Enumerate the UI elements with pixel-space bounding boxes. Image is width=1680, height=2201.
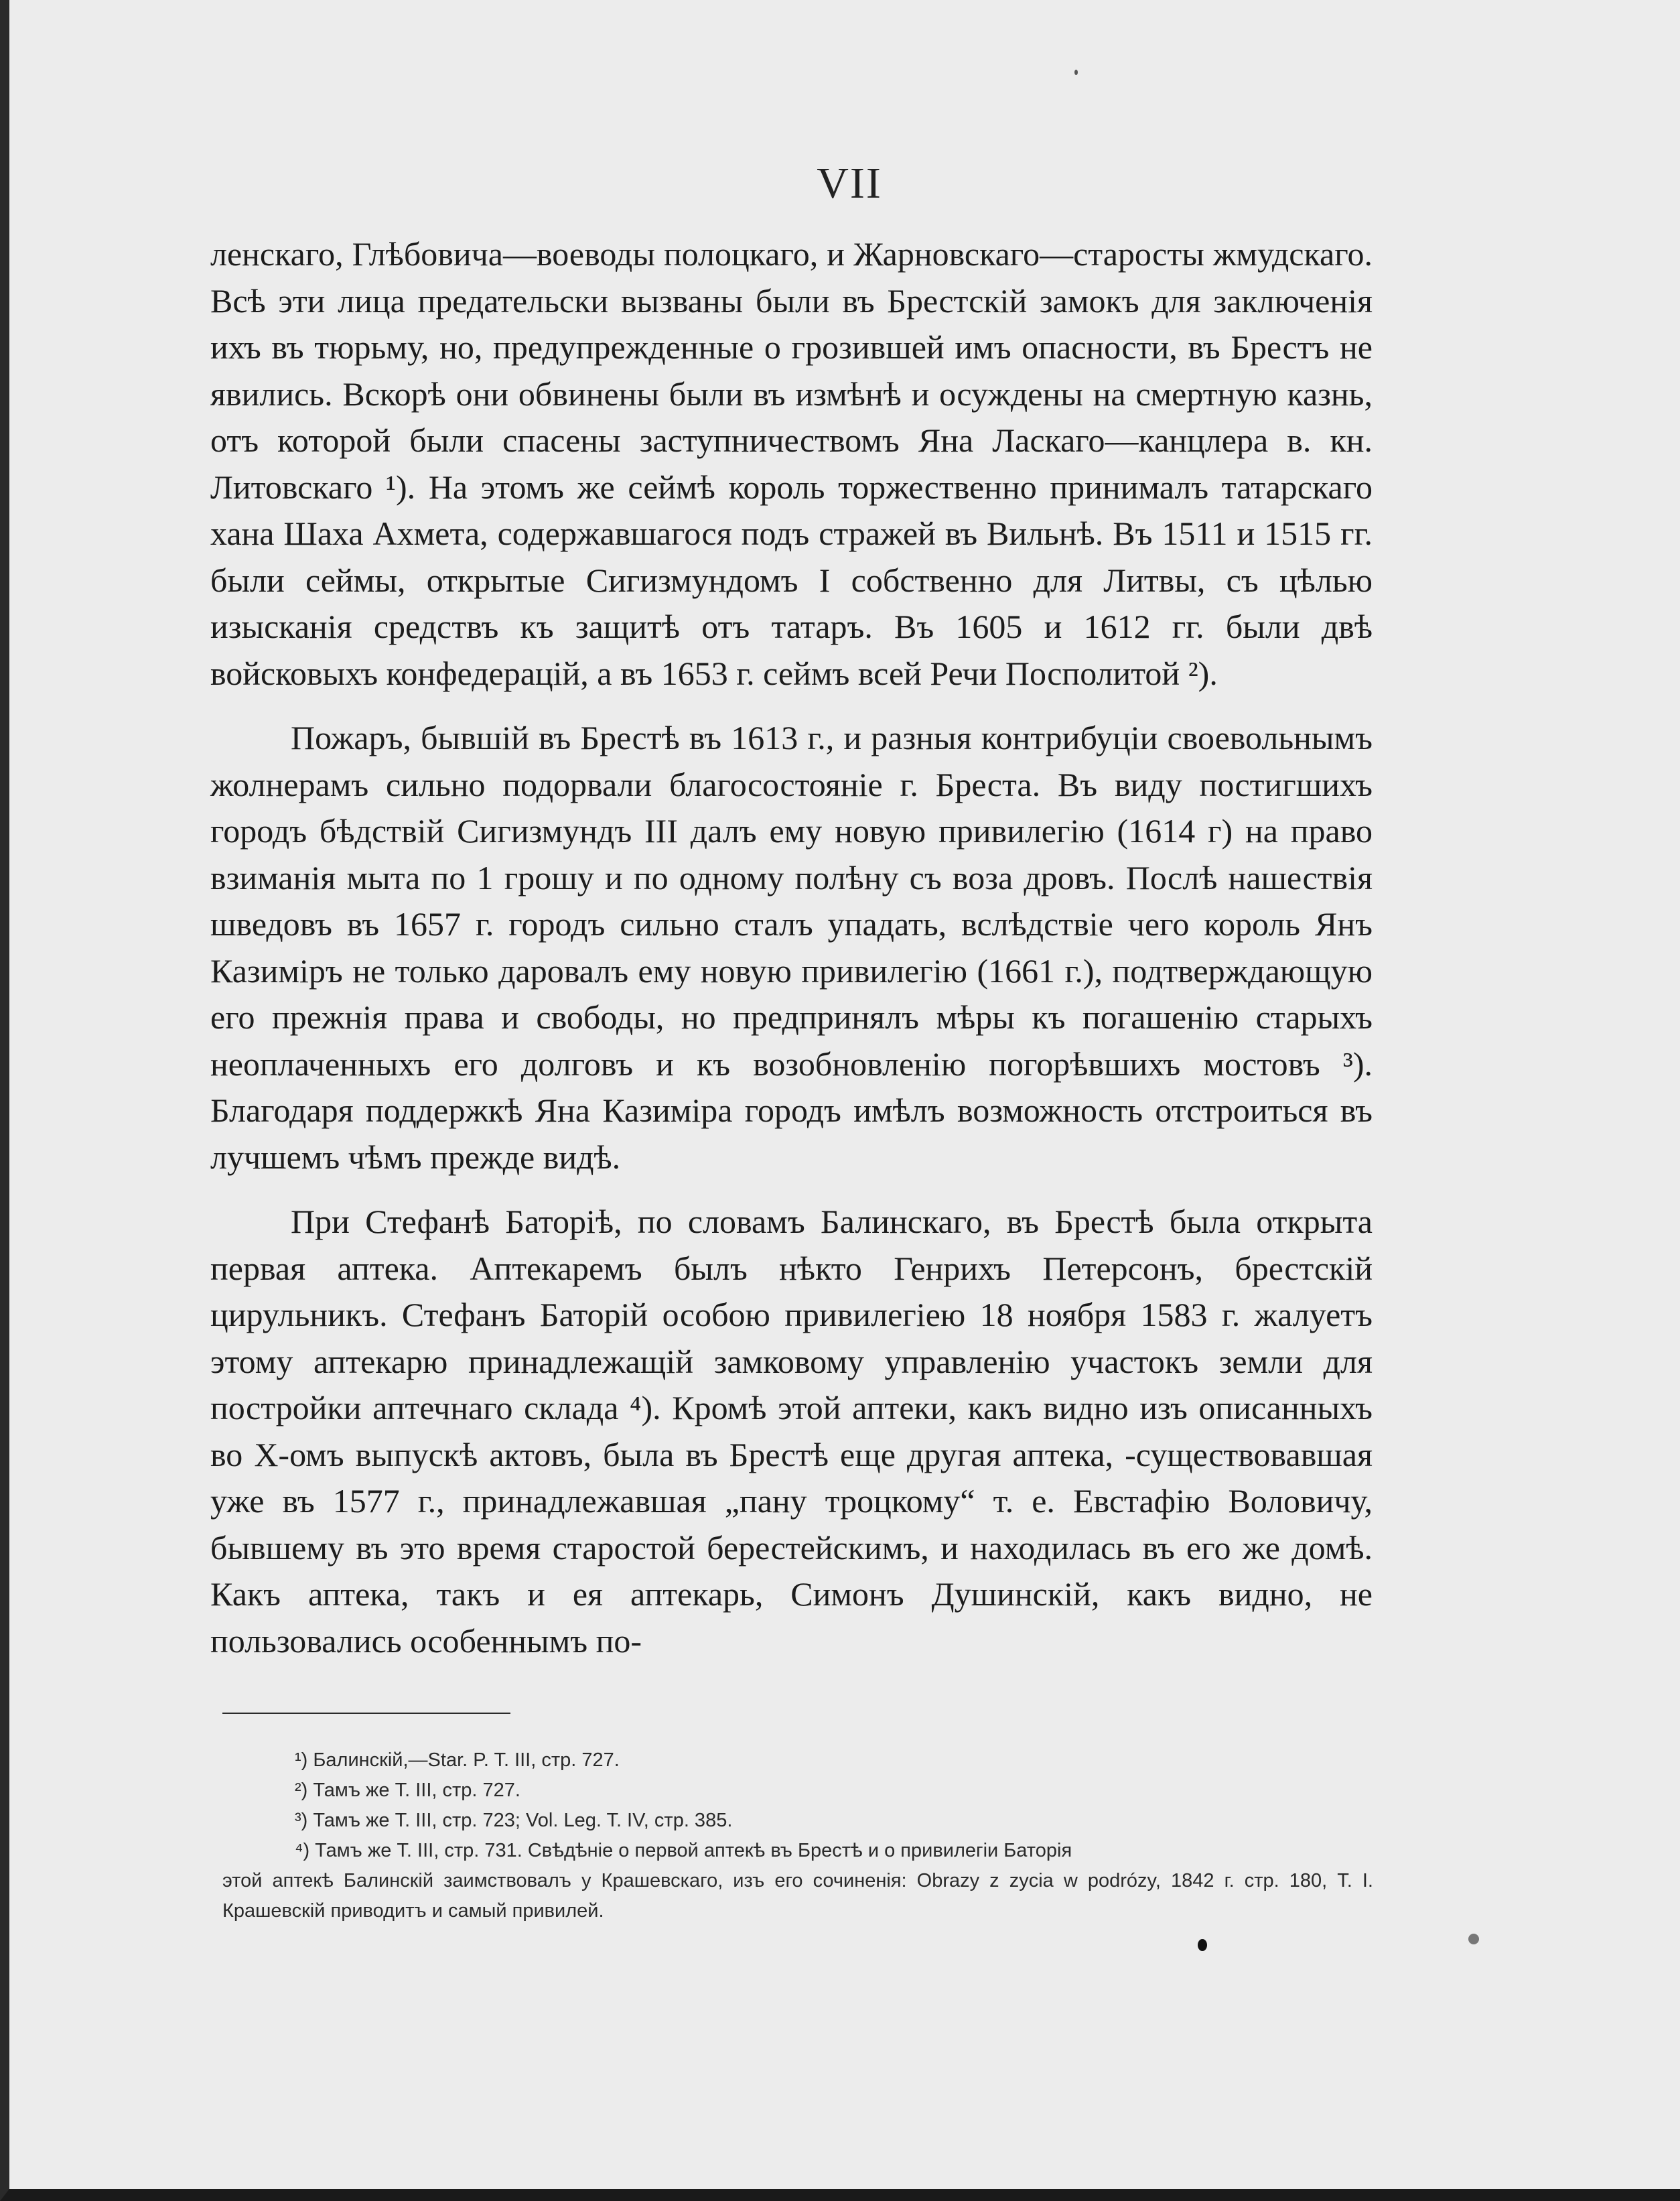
ink-speck [1198,1939,1207,1951]
footnote-1: ¹) Балинскій,—Star. P. T. III, стр. 727. [295,1749,620,1771]
paragraph-2: Пожаръ, бывшій въ Брестѣ въ 1613 г., и разныя контрибуціи своевольнымъ жолнерамъ сильно подорвали благосостояніе г. Бреста. Въ виду постигшихъ городъ бѣдствій Сигизмундъ III далъ ему новую привилегію (1614 г) на право взиманія мыта по 1 грошу и по одному полѣну съ воза дровъ. Послѣ нашествія шведовъ въ 1657 г. городъ сильно сталъ упадать, вслѣдствіе чего король Янъ Казиміръ не только даровалъ ему новую привилегію (1661 г.), подтверждающую его прежнія права и свободы, но предпринялъ мѣры къ погашенію старыхъ неоплаченныхъ его долговъ и къ возобновленію погорѣвшихъ мостовъ ³). Благодаря поддержкѣ Яна Казиміра городъ имѣлъ возможность отстроиться въ лучшемъ чѣмъ прежде видѣ. [210,719,1373,1176]
footnote-4-continuation: этой аптекѣ Балинскій заимствовалъ у Крашевскаго, изъ его сочиненія: Obrazy z zycia w podrózy, 1842 г. стр. 180, Т. I. Крашевскій приводитъ и самый привилей. [222,1870,1373,1922]
paragraph-3: При Стефанѣ Баторіѣ, по словамъ Балинскаго, въ Брестѣ была открыта первая аптека. Аптекаремъ былъ нѣкто Генрихъ Петерсонъ, брестскій цирульникъ. Стефанъ Баторій особою привилегіею 18 ноября 1583 г. жалуетъ этому аптекарю принадлежащій замковому управленію участокъ земли для постройки аптечнаго склада ⁴). Кромѣ этой аптеки, какъ видно изъ описанныхъ во X-омъ выпускѣ актовъ, была въ Брестѣ еще другая аптека, -существовавшая уже въ 1577 г., принадлежавшая „пану троцкому“ т. е. Евстафію Воловичу, бывшему въ это время старостой берестейскимъ, и находилась въ его же домѣ. Какъ аптека, такъ и ея аптекарь, Симонъ Душинскій, какъ видно, не пользовались особеннымъ по- [210,1203,1373,1660]
footnote-2: ²) Тамъ же Т. III, стр. 727. [295,1780,520,1801]
ink-speck [1074,70,1078,75]
footnote-4: ⁴) Тамъ же Т. III, стр. 731. Свѣдѣніе о первой аптекѣ въ Брестѣ и о привилегіи Баторія [295,1840,1072,1861]
page-number: VII [817,159,882,208]
footnote-divider [222,1713,510,1714]
paragraph-1: ленскаго, Глѣбовича—воеводы полоцкаго, и Жарновскаго—старосты жмудскаго. Всѣ эти лица предательски вызваны были въ Брестскій замокъ для заключенія ихъ въ тюрьму, но, предупрежденные о грозившей имъ опасности, въ Брестъ не явились. Вскорѣ они обвинены были въ измѣнѣ и осуждены на смертную казнь, отъ которой были спасены заступничествомъ Яна Ласкаго—канцлера в. кн. Литовскаго ¹). На этомъ же сеймѣ король торжественно принималъ татарскаго хана Шаха Ахмета, содержавшагося подъ стражей въ Вильнѣ. Въ 1511 и 1515 гг. были сеймы, открытые Сигизмундомъ I собственно для Литвы, съ цѣлью изысканія средствъ къ защитѣ отъ татаръ. Въ 1605 и 1612 гг. были двѣ войсковыхъ конфедерацій, а въ 1653 г. сеймъ всей Речи Посполитой ²). [210,235,1373,692]
footnote-3: ³) Тамъ же Т. III, стр. 723; Vol. Leg. T. IV, стр. 385. [295,1810,733,1831]
footnotes [222,1745,1373,1926]
ink-speck [1468,1934,1479,1944]
main-text [210,231,1373,1664]
